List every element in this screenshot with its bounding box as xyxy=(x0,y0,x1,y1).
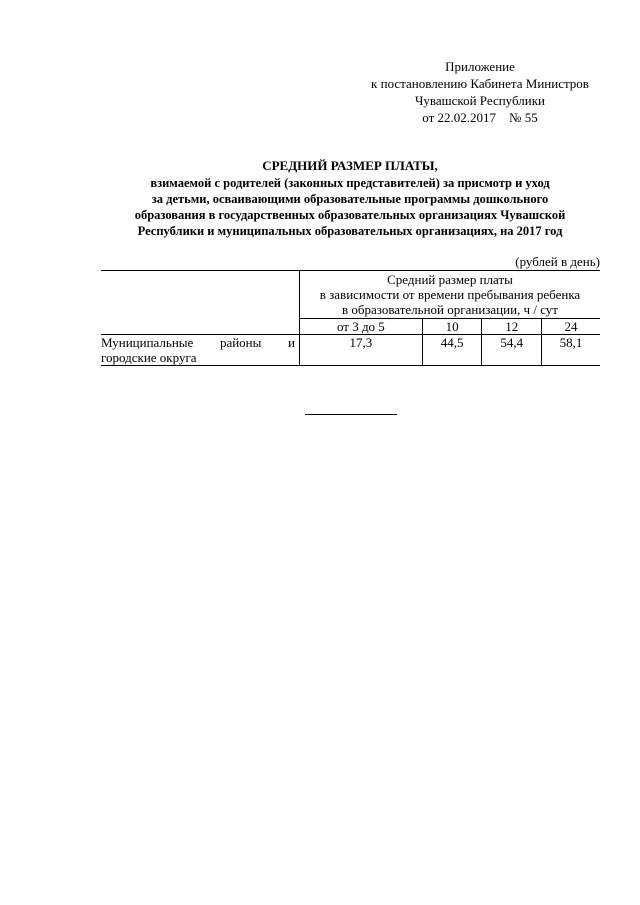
column-header-2: 10 xyxy=(422,319,482,335)
header-line-3: в образовательной организации, ч / сут xyxy=(342,302,558,317)
empty-header-cell xyxy=(101,271,300,335)
value-cell-2: 44,5 xyxy=(422,335,482,366)
title-line-3: за детьми, осваивающими образовательные программы дошкольного xyxy=(151,192,549,206)
appendix-line-3: Чувашской Республики xyxy=(414,93,546,108)
fee-table xyxy=(101,270,600,366)
appendix-line-4: от 22.02.2017 № 55 xyxy=(422,110,538,125)
title-line-4: образования в государственных образовательных организациях Чувашской xyxy=(134,208,566,222)
title-line-2: взимаемой с родителей (законных представителей) за присмотр и уход xyxy=(150,176,550,190)
header-main-cell xyxy=(300,271,601,319)
unit-label: (рублей в день) xyxy=(515,254,600,269)
column-header-3: 12 xyxy=(482,319,542,335)
separator-line xyxy=(305,414,397,415)
value-cell-1: 17,3 xyxy=(300,335,423,366)
row-label-cell xyxy=(101,335,300,366)
column-header-1: от 3 до 5 xyxy=(300,319,423,335)
header-line-2: в зависимости от времени пребывания ребенка xyxy=(319,287,581,302)
table-row xyxy=(101,335,600,366)
document-title xyxy=(100,158,600,239)
appendix-line-1: Приложение xyxy=(445,59,515,74)
row-label-line-1: Муниципальные районы и xyxy=(101,335,295,350)
value-cell-3: 54,4 xyxy=(482,335,542,366)
appendix-block xyxy=(330,58,630,126)
row-label-line-2: городские округа xyxy=(101,350,197,365)
column-header-4: 24 xyxy=(542,319,600,335)
value-cell-4: 58,1 xyxy=(542,335,600,366)
title-line-5: Республики и муниципальных образовательных организациях, на 2017 год xyxy=(137,224,563,238)
appendix-line-2: к постановлению Кабинета Министров xyxy=(371,76,589,91)
header-line-1: Средний размер платы xyxy=(387,272,513,287)
header-row xyxy=(101,271,600,319)
title-line-1: СРЕДНИЙ РАЗМЕР ПЛАТЫ, xyxy=(262,158,438,173)
